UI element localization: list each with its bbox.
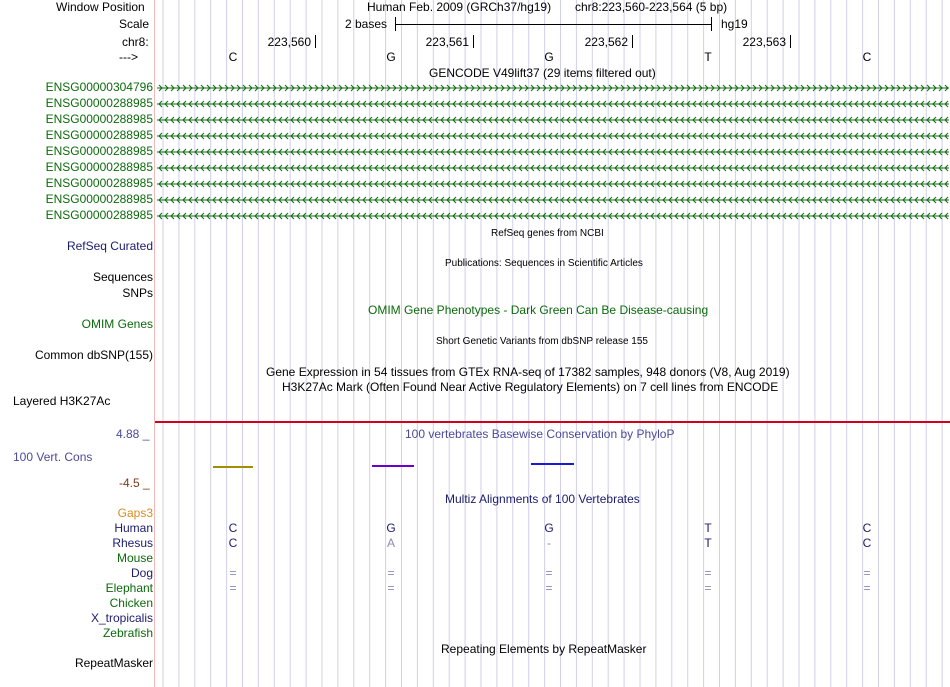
gencode-item-feature[interactable] xyxy=(157,163,950,173)
phylop-min: -4.5 _ xyxy=(119,476,150,490)
ruler-tick xyxy=(632,35,633,48)
alignment-base: = xyxy=(704,581,712,595)
gencode-item-feature[interactable] xyxy=(157,147,950,157)
label-separator xyxy=(154,0,155,687)
chrom-label: chr8: xyxy=(122,35,149,49)
alignment-base: = xyxy=(863,581,871,595)
refseq-label[interactable]: RefSeq Curated xyxy=(66,239,153,253)
h3k27-label[interactable]: Layered H3K27Ac xyxy=(13,394,111,408)
ruler-tick xyxy=(473,35,474,48)
alignment-base: G xyxy=(386,521,396,535)
alignment-base: = xyxy=(545,566,553,580)
reference-base: G xyxy=(386,50,396,64)
species-label-x_tropicalis[interactable]: X_tropicalis xyxy=(90,611,153,625)
phylop-max: 4.88 _ xyxy=(116,427,150,441)
scale-db: hg19 xyxy=(721,17,748,31)
alignment-base: = xyxy=(387,581,395,595)
gencode-item-feature[interactable] xyxy=(157,83,950,93)
gencode-item-label[interactable]: ENSG00000288985 xyxy=(45,160,153,174)
alignment-base: C xyxy=(862,536,872,550)
reference-base: C xyxy=(862,50,872,64)
species-label-chicken[interactable]: Chicken xyxy=(109,596,153,610)
gencode-item-feature[interactable] xyxy=(157,179,950,189)
species-label-human[interactable]: Human xyxy=(114,521,153,535)
alignment-base: T xyxy=(704,536,712,550)
ruler-tick-label: 223,562 xyxy=(584,35,628,49)
refseq-title: RefSeq genes from NCBI xyxy=(491,228,604,239)
ruler-tick-label: 223,563 xyxy=(742,35,786,49)
ruler-tick xyxy=(790,35,791,48)
gencode-item-feature[interactable] xyxy=(157,211,950,221)
gaps-label[interactable]: Gaps3 xyxy=(117,506,153,520)
alignment-base: C xyxy=(862,521,872,535)
alignment-base: - xyxy=(547,536,551,550)
gencode-item-label[interactable]: ENSG00000288985 xyxy=(45,208,153,222)
sequences-label[interactable]: Sequences xyxy=(92,270,153,284)
gencode-item-feature[interactable] xyxy=(157,195,950,205)
alignment-base: = xyxy=(229,566,237,580)
omim-label[interactable]: OMIM Genes xyxy=(81,317,153,331)
alignment-base: C xyxy=(228,521,238,535)
h3k27-title: H3K27Ac Mark (Often Found Near Active Regulatory Elements) on 7 cell lines from ENCODE xyxy=(282,380,779,394)
multiz-title: Multiz Alignments of 100 Vertebrates xyxy=(445,492,640,506)
phylop-label[interactable]: 100 Vert. Cons xyxy=(13,450,93,464)
alignment-base: = xyxy=(863,566,871,580)
dbsnp-label[interactable]: Common dbSNP(155) xyxy=(34,348,153,362)
scale-bases: 2 bases xyxy=(345,17,388,31)
gencode-item-label[interactable]: ENSG00000288985 xyxy=(45,192,153,206)
ruler-tick-label: 223,561 xyxy=(425,35,469,49)
gencode-item-feature[interactable] xyxy=(157,99,950,109)
reference-base: C xyxy=(228,50,238,64)
alignment-base: = xyxy=(229,581,237,595)
direction-label: ---> xyxy=(119,50,138,64)
alignment-base: T xyxy=(704,521,712,535)
scale-bar-right-tick xyxy=(711,17,712,31)
alignment-base: C xyxy=(228,536,238,550)
alignment-base: A xyxy=(386,536,395,550)
gencode-item-label[interactable]: ENSG00000288985 xyxy=(45,176,153,190)
ruler-tick xyxy=(315,35,316,48)
snps-label[interactable]: SNPs xyxy=(122,286,153,300)
species-label-rhesus[interactable]: Rhesus xyxy=(112,536,153,550)
species-label-mouse[interactable]: Mouse xyxy=(116,551,153,565)
window-position-label: Window Position xyxy=(56,0,145,14)
omim-title: OMIM Gene Phenotypes - Dark Green Can Be Disease-causing xyxy=(368,303,709,317)
h3k27-signal-line xyxy=(155,421,950,423)
alignment-base: G xyxy=(544,521,554,535)
gencode-item-feature[interactable] xyxy=(157,131,950,141)
reference-base: G xyxy=(544,50,554,64)
gencode-title: GENCODE V49lift37 (29 items filtered out) xyxy=(429,66,656,80)
gencode-item-label[interactable]: ENSG00000288985 xyxy=(45,144,153,158)
phylop-signal xyxy=(0,456,950,486)
repeat-label[interactable]: RepeatMasker xyxy=(74,656,153,670)
species-label-dog[interactable]: Dog xyxy=(130,566,153,580)
dbsnp-title: Short Genetic Variants from dbSNP release 155 xyxy=(436,336,648,347)
species-label-elephant[interactable]: Elephant xyxy=(105,581,153,595)
alignment-base: = xyxy=(387,566,395,580)
repeat-title: Repeating Elements by RepeatMasker xyxy=(441,642,647,656)
pubs-title: Publications: Sequences in Scientific Articles xyxy=(445,258,643,269)
ruler-tick-label: 223,560 xyxy=(267,35,311,49)
gtex-title: Gene Expression in 54 tissues from GTEx RNA-seq of 17382 samples, 948 donors (V8, Aug 2019) xyxy=(266,365,790,379)
scale-bar-left-tick xyxy=(395,17,396,31)
gencode-item-label[interactable]: ENSG00000304796 xyxy=(45,80,153,94)
phylop-title: 100 vertebrates Basewise Conservation by PhyloP xyxy=(405,427,675,441)
scale-label: Scale xyxy=(119,17,150,31)
scale-bar xyxy=(395,24,712,25)
alignment-base: = xyxy=(545,581,553,595)
gencode-item-label[interactable]: ENSG00000288985 xyxy=(45,96,153,110)
gencode-item-feature[interactable] xyxy=(157,115,950,125)
species-label-zebrafish[interactable]: Zebrafish xyxy=(102,626,153,640)
alignment-base: = xyxy=(704,566,712,580)
position-readout[interactable]: chr8:223,560-223,564 (5 bp) xyxy=(575,0,728,14)
assembly-title: Human Feb. 2009 (GRCh37/hg19) xyxy=(367,0,552,14)
reference-base: T xyxy=(704,50,712,64)
gencode-item-label[interactable]: ENSG00000288985 xyxy=(45,112,153,126)
gencode-item-label[interactable]: ENSG00000288985 xyxy=(45,128,153,142)
